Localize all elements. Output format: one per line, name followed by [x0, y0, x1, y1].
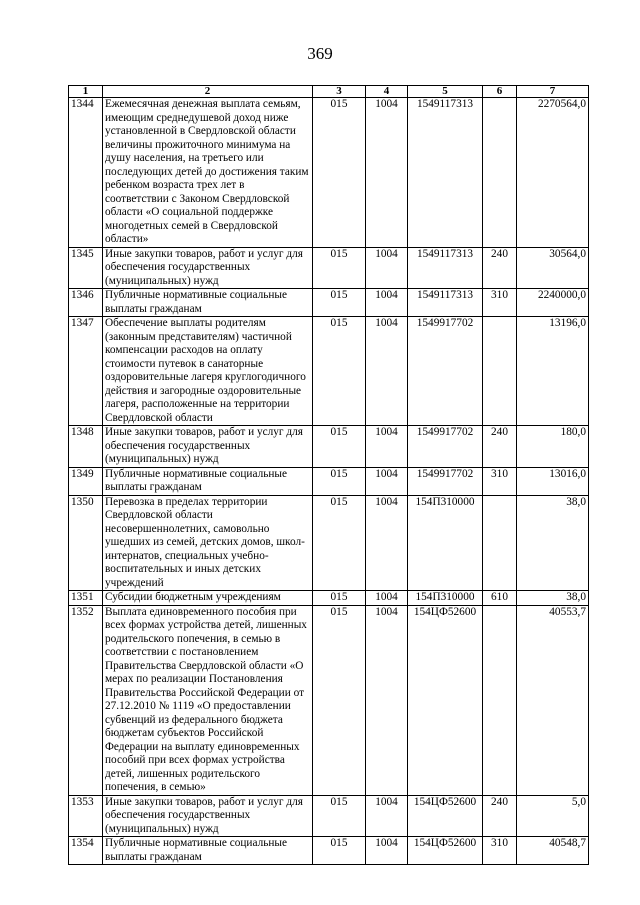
admin-code: 015: [313, 591, 366, 606]
section-code: 1004: [366, 317, 408, 426]
amount: 38,0: [517, 495, 589, 591]
section-code: 1004: [366, 467, 408, 495]
target-code: 1549917702: [408, 317, 483, 426]
amount: 2270564,0: [517, 98, 589, 248]
amount: 180,0: [517, 426, 589, 468]
section-code: 1004: [366, 591, 408, 606]
section-code: 1004: [366, 495, 408, 591]
row-number: 1348: [69, 426, 103, 468]
target-code: 1549117313: [408, 289, 483, 317]
admin-code: 015: [313, 605, 366, 795]
admin-code: 015: [313, 495, 366, 591]
admin-code: 015: [313, 289, 366, 317]
amount: 40548,7: [517, 837, 589, 865]
header-cell: 2: [103, 86, 313, 98]
section-code: 1004: [366, 247, 408, 289]
amount: 2240000,0: [517, 289, 589, 317]
table-row: [69, 317, 589, 426]
target-code: 1549117313: [408, 247, 483, 289]
target-code: 154П310000: [408, 591, 483, 606]
row-description: Иные закупки товаров, работ и услуг для обеспечения государственных (муниципальных) нужд: [103, 426, 313, 468]
target-code: 154ЦФ52600: [408, 605, 483, 795]
section-code: 1004: [366, 795, 408, 837]
row-number: 1352: [69, 605, 103, 795]
row-number: 1353: [69, 795, 103, 837]
amount: 40553,7: [517, 605, 589, 795]
row-description: Ежемесячная денежная выплата семьям, имеющим среднедушевой доход ниже установленной в Свердловской области величины прожиточного минимума на душу населения, на третьего или последующих детей до достижения таким ребенком возраста трех лет в соответствии с Законом Свердловской области «О социальной поддержке многодетных семей в Свердловской области»: [103, 98, 313, 248]
table-row: [69, 289, 589, 317]
row-number: 1350: [69, 495, 103, 591]
table-row: [69, 495, 589, 591]
row-description: Публичные нормативные социальные выплаты гражданам: [103, 467, 313, 495]
table-row: [69, 426, 589, 468]
section-code: 1004: [366, 837, 408, 865]
expense-type: [483, 98, 517, 248]
page-number: 369: [307, 44, 333, 63]
row-description: Субсидии бюджетным учреждениям: [103, 591, 313, 606]
row-number: 1347: [69, 317, 103, 426]
row-number: 1354: [69, 837, 103, 865]
header-cell: 4: [366, 86, 408, 98]
admin-code: 015: [313, 467, 366, 495]
row-description: Обеспечение выплаты родителям (законным представителям) частичной компенсации расходов на оплату стоимости путевок в санаторные оздоровительные лагеря круглогодичного действия и загородные оздоровительные лагеря, расположенные на территории Свердловской области: [103, 317, 313, 426]
expense-type: 310: [483, 289, 517, 317]
expense-type: [483, 495, 517, 591]
header-row: [69, 86, 589, 98]
row-number: 1344: [69, 98, 103, 248]
header-cell: 7: [517, 86, 589, 98]
target-code: 154П310000: [408, 495, 483, 591]
header-cell: 6: [483, 86, 517, 98]
admin-code: 015: [313, 247, 366, 289]
row-number: 1346: [69, 289, 103, 317]
admin-code: 015: [313, 795, 366, 837]
amount: 5,0: [517, 795, 589, 837]
target-code: 1549917702: [408, 467, 483, 495]
expense-type: 240: [483, 247, 517, 289]
expense-type: 310: [483, 837, 517, 865]
table-row: [69, 605, 589, 795]
expense-type: [483, 317, 517, 426]
header-cell: 5: [408, 86, 483, 98]
admin-code: 015: [313, 426, 366, 468]
row-description: Иные закупки товаров, работ и услуг для обеспечения государственных (муниципальных) нужд: [103, 247, 313, 289]
target-code: 1549117313: [408, 98, 483, 248]
expense-type: 240: [483, 795, 517, 837]
section-code: 1004: [366, 98, 408, 248]
target-code: 154ЦФ52600: [408, 837, 483, 865]
row-description: Публичные нормативные социальные выплаты гражданам: [103, 289, 313, 317]
row-description: Иные закупки товаров, работ и услуг для обеспечения государственных (муниципальных) нужд: [103, 795, 313, 837]
amount: 13196,0: [517, 317, 589, 426]
row-description: Выплата единовременного пособия при всех формах устройства детей, лишенных родительского попечения, в семью в соответствии с постановлением Правительства Свердловской области «О мерах по реализации Постановления Правительства Российской Федерации от 27.12.2010 № 1119 «О предоставлении субвенций из федерального бюджета бюджетам субъектов Российской Федерации на выплату единовременных пособий при всех формах устройства детей, лишенных родительского попечения, в семью»: [103, 605, 313, 795]
row-description: Публичные нормативные социальные выплаты гражданам: [103, 837, 313, 865]
table-row: [69, 467, 589, 495]
row-number: 1351: [69, 591, 103, 606]
section-code: 1004: [366, 289, 408, 317]
amount: 30564,0: [517, 247, 589, 289]
row-number: 1349: [69, 467, 103, 495]
table-row: [69, 98, 589, 248]
table-row: [69, 591, 589, 606]
admin-code: 015: [313, 837, 366, 865]
expense-type: 610: [483, 591, 517, 606]
section-code: 1004: [366, 426, 408, 468]
target-code: 1549917702: [408, 426, 483, 468]
budget-table: [68, 85, 589, 865]
target-code: 154ЦФ52600: [408, 795, 483, 837]
header-cell: 3: [313, 86, 366, 98]
header-cell: 1: [69, 86, 103, 98]
expense-type: 240: [483, 426, 517, 468]
amount: 13016,0: [517, 467, 589, 495]
expense-type: [483, 605, 517, 795]
table-row: [69, 795, 589, 837]
admin-code: 015: [313, 317, 366, 426]
row-description: Перевозка в пределах территории Свердловской области несовершеннолетних, самовольно ушедших из семей, детских домов, школ-интернатов, специальных учебно-воспитательных и иных детских учреждений: [103, 495, 313, 591]
expense-type: 310: [483, 467, 517, 495]
row-number: 1345: [69, 247, 103, 289]
admin-code: 015: [313, 98, 366, 248]
table-row: [69, 837, 589, 865]
table-row: [69, 247, 589, 289]
section-code: 1004: [366, 605, 408, 795]
amount: 38,0: [517, 591, 589, 606]
